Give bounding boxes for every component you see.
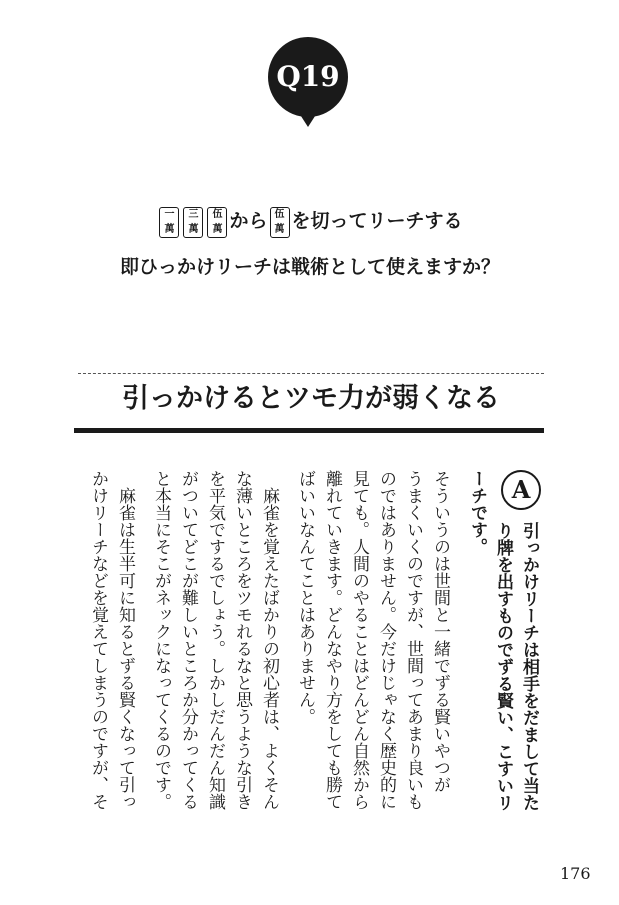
question-connector: から: [229, 210, 268, 232]
heading-rule: [74, 428, 544, 433]
mahjong-tile-icon: 一 萬: [159, 207, 179, 238]
body-column: のではありません。今だけじゃなく歴史的に: [376, 470, 396, 810]
mahjong-tile-icon: 伍 萬: [270, 207, 290, 238]
body-column: ばいいなんてことはありません。: [295, 470, 315, 725]
section-heading: 引っかけるとツモ力が弱くなる: [122, 383, 500, 414]
body-column: そういうのは世間と一緒でずる賢いやつが: [430, 470, 450, 793]
mahjong-tile-icon: 三 萬: [183, 207, 203, 238]
answer-summary-column: 引っかけリーチは相手をだまして当た: [519, 522, 539, 811]
mahjong-tile-icon: 伍 萬: [207, 207, 227, 238]
body-column: 麻雀を覚えたばかりの初心者は、よくそん: [259, 470, 279, 810]
body-column: 麻雀は生半可に知るとずる賢くなって引っ: [115, 470, 135, 810]
question-number-bubble: [268, 37, 348, 117]
page-number: 176: [560, 864, 591, 883]
body-column: を平気でするでしょう。しかしだんだん知識: [205, 470, 225, 810]
question-number: Q19: [276, 60, 340, 93]
body-column: な薄いところをツモれるなと思うような引き: [232, 470, 252, 810]
answer-mark: A: [501, 470, 541, 510]
body-column: と本当にそこがネックになってくるのです。: [151, 470, 171, 810]
tile-group: [157, 207, 229, 238]
answer-summary-column: ーチです。: [467, 470, 487, 555]
body-column: かけリーチなどを覚えてしまうのですが、そ: [88, 470, 108, 810]
question-line-2: 即ひっかけリーチは戦術として使えますか？: [119, 256, 500, 278]
body-column: 離れていきます。どんなやり方をしても勝て: [322, 470, 342, 810]
question-line-1: [100, 206, 520, 238]
body-column: うまくいくのですが、世間ってあまり良いも: [403, 470, 423, 810]
answer-summary-column: り牌を出すものでずる賢い、こすいリ: [493, 522, 513, 811]
dashed-divider: [78, 373, 544, 374]
question-line-1-text: を切ってリーチする: [291, 210, 463, 232]
body-column: 見ても。人間のやることはどんどん自然から: [349, 470, 369, 810]
body-column: がついてどこが難しいところか分かってくる: [178, 470, 198, 810]
